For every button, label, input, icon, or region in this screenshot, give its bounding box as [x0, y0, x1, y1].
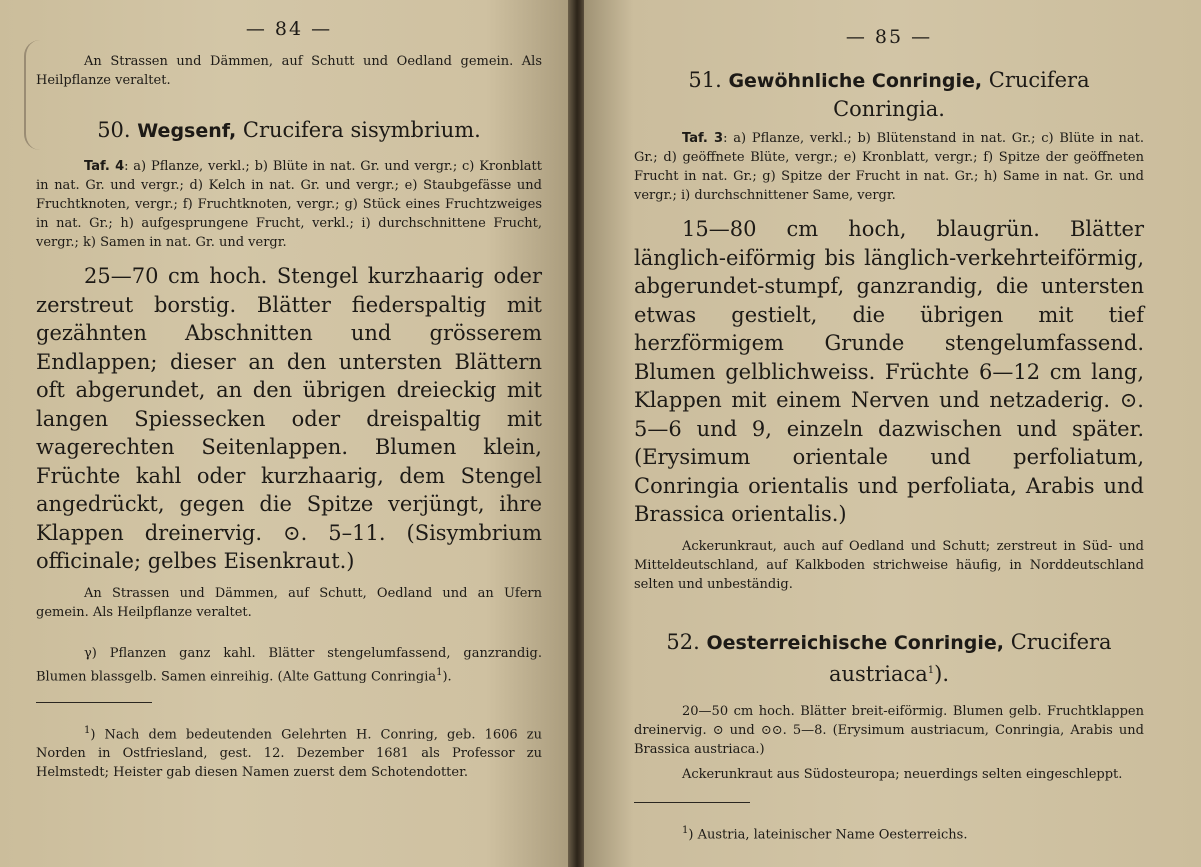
section-51-heading — [634, 66, 1144, 123]
section-50-plate-description — [36, 157, 542, 252]
left-page — [0, 0, 572, 867]
plate-4-text: : a) Pflanze, verkl.; b) Blüte in nat. Gr. und vergr.; c) Kronblatt in nat. Gr. und vergr.; d) Kelch in nat. Gr. und vergr.; e) Staubgefässe und Fruchtknoten, vergr.; f) Fruchtknoten, vergr.; g) Stück eines Fruchtzweiges in nat. Gr.; h) aufgesprungene Frucht, verkl.; i) durchschnittene Frucht, vergr.; k) Samen in nat. Gr. und vergr. — [36, 159, 542, 250]
section-51-habitat: Ackerunkraut, auch auf Oedland und Schutt; zerstreut in Süd- und Mitteldeutschland, auf Kalkboden strichweise häufig, in Norddeutschland selten und unbeständig. — [634, 538, 1144, 592]
section-52-latin-end: ). — [934, 661, 950, 686]
section-50-description: 25—70 cm hoch. Stengel kurzhaarig oder zerstreut borstig. Blätter fiederspaltig mit gezähnten Abschnitten und grösserem Endlappen; dieser an den untersten Blättern oft abgerundet, an den übrigen dreieckig mit langen Spiessecken oder dreispaltig mit wagerechten Seitenlappen. Blumen klein, Früchte kahl oder kurzhaarig, dem Stengel angedrückt, gegen die Spitze verjüngt, ihre Klappen dreinervig. ⊙. 5–11. (Sisymbrium officinale; gelbes Eisenkraut.) — [36, 264, 542, 573]
section-50-german-name: Wegsenf, — [137, 120, 237, 142]
section-50-number: 50. — [97, 118, 131, 142]
section-50-latin-name: Crucifera sisymbrium. — [242, 118, 481, 142]
section-51-number: 51. — [688, 68, 722, 92]
section-52-description: 20—50 cm hoch. Blätter breit-eiförmig. Blumen gelb. Fruchtklappen dreinervig. ⊙ und ⊙⊙. 5—8. (Erysimum austriacum, Conringia, Arabis und Brassica austriaca.) — [634, 703, 1144, 757]
section-52-footnote-ref: 1 — [927, 664, 935, 676]
section-50-habitat: An Strassen und Dämmen, auf Schutt, Oedland und an Ufern gemein. Als Heilpflanze veraltet. — [36, 585, 542, 620]
left-footnote — [36, 721, 542, 782]
left-page-content — [36, 18, 542, 782]
plate-3-label: Taf. 3 — [682, 131, 724, 146]
page-number-84: — 84 — — [245, 18, 333, 40]
section-50-heading — [36, 116, 542, 145]
section-52-german-name: Oesterreichische Conringie, — [706, 631, 1005, 654]
group-gamma-footnote-ref: 1 — [436, 666, 443, 678]
right-footnote-text: ) Austria, lateinischer Name Oesterreichs. — [688, 826, 968, 842]
right-page — [584, 0, 1201, 867]
plate-4-label: Taf. 4 — [84, 159, 125, 174]
section-52-heading — [634, 628, 1144, 688]
section-51-latin-name: Crucifera Conringia. — [833, 68, 1090, 121]
section-51-plate-description — [634, 129, 1144, 205]
section-52-habitat: Ackerunkraut aus Südosteuropa; neuerdings selten eingeschleppt. — [682, 766, 1123, 782]
right-footnote — [634, 821, 1144, 844]
section-51-description: 15—80 cm hoch, blaugrün. Blätter länglich-eiförmig bis länglich-verkehrteiförmig, abgerundet-stumpf, ganzrandig, die untersten etwas gestielt, die übrigen mit tief herzförmigem Grunde stengelumfassend. Blumen gelblichweiss. Früchte 6—12 cm lang, Klappen mit einem Nerven und netzaderig. ⊙. 5—6 und 9, einzeln dazwischen und später. (Erysimum orientale und perfoliatum, Conringia orientalis und perfoliata, Arabis und Brassica orientalis.) — [634, 217, 1144, 526]
intro-text: An Strassen und Dämmen, auf Schutt und Oedland gemein. Als Heilpflanze veraltet. — [36, 54, 542, 88]
left-footnote-text: ) Nach dem bedeutenden Gelehrten H. Conring, geb. 1606 zu Norden in Ostfriesland, gest. 12. Dezember 1681 als Professor zu Helmstedt; Heister gab diesen Namen zuerst dem Schotendotter. — [36, 727, 542, 781]
group-gamma-body: γ) Pflanzen ganz kahl. Blätter stengelumfassend, ganzrandig. Blumen blassgelb. Samen einreihig. (Alte Gattung Conringia — [36, 645, 542, 684]
page-number-85: — 85 — — [845, 26, 933, 48]
section-52-number: 52. — [666, 629, 700, 654]
group-gamma-end: ). — [442, 668, 452, 684]
section-51-german-name: Gewöhnliche Conringie, — [728, 70, 983, 92]
plate-3-text: : a) Pflanze, verkl.; b) Blütenstand in nat. Gr.; c) Blüte in nat. Gr.; d) geöffnete Blüte, vergr.; e) Kronblatt, vergr.; f) Spitze der geöffneten Frucht in nat. Gr.; g) Spitze der Frucht in nat. Gr.; h) Same in nat. Gr. und vergr.; i) durchschnittener Same, vergr. — [634, 131, 1145, 203]
left-footnote-marker: 1 — [84, 724, 91, 736]
section-52-latin-name-part2: austriaca — [828, 661, 928, 686]
right-footnote-marker: 1 — [682, 824, 689, 836]
right-page-content — [634, 26, 1144, 844]
section-52-latin-name-part1: Crucifera — [1010, 629, 1112, 654]
group-gamma-text — [36, 644, 542, 686]
